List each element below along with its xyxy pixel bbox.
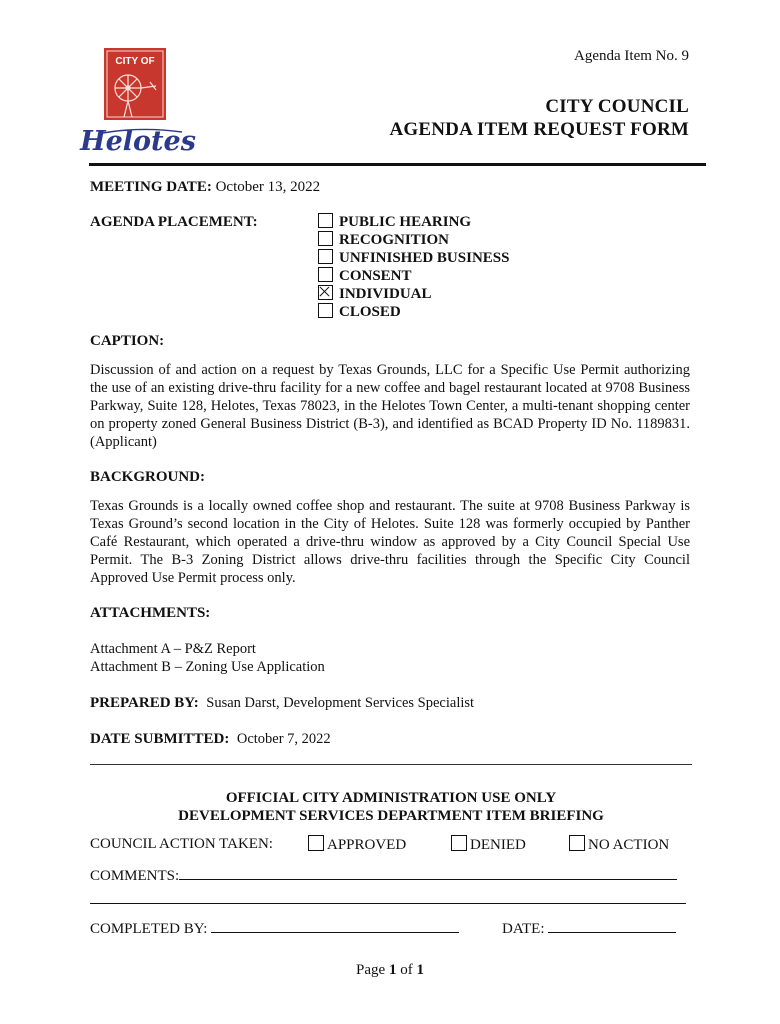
date-submitted-value: October 7, 2022 <box>236 731 331 747</box>
checkbox-individual-checked[interactable] <box>318 285 333 300</box>
prepared-by-value: Susan Darst, Development Services Specialist <box>206 695 475 711</box>
page-number: 1 <box>388 962 397 978</box>
placement-option-label: CONSENT <box>339 268 412 284</box>
admin-heading-2: DEVELOPMENT SERVICES DEPARTMENT ITEM BRIEFING <box>178 808 604 824</box>
checkbox-denied[interactable] <box>451 835 467 851</box>
checkbox-public-hearing[interactable] <box>318 213 333 228</box>
comments-label: COMMENTS: <box>90 868 180 884</box>
checkbox-closed[interactable] <box>318 303 333 318</box>
placement-option-individual[interactable] <box>318 285 432 303</box>
council-action-label: COUNCIL ACTION TAKEN: <box>90 836 273 852</box>
date-field[interactable] <box>548 932 676 933</box>
placement-option-label: PUBLIC HEARING <box>339 214 472 230</box>
city-of-helotes-logo <box>80 46 196 158</box>
placement-option-unfinished-business[interactable] <box>318 249 509 267</box>
checkbox-no-action[interactable] <box>569 835 585 851</box>
comments-row <box>90 867 677 885</box>
completed-by-field[interactable] <box>211 932 459 933</box>
form-title-line-1: CITY COUNCIL <box>545 96 689 117</box>
council-action-option-label: DENIED <box>470 837 526 853</box>
caption-text: Discussion of and action on a request by Texas Grounds, LLC for a Specific Use Permit authorizing the use of an existing drive-thru facility for a new coffee and bagel restaurant located at 9708 Business Parkway, Suite 128, Helotes, Texas 78023, in the Helotes Town Center, a multi-tenant shopping center on property zoned General Business District (B-3), and identified as BCAD Property ID No. 1189831. (Applicant) <box>90 362 690 450</box>
placement-option-label: RECOGNITION <box>339 232 450 248</box>
council-action-denied[interactable] <box>451 835 526 854</box>
meeting-date-value: October 13, 2022 <box>215 179 321 195</box>
windmill-logo-icon <box>80 46 196 158</box>
council-action-approved[interactable] <box>308 835 406 854</box>
admin-heading-1: OFFICIAL CITY ADMINISTRATION USE ONLY <box>225 790 557 806</box>
council-action-option-label: APPROVED <box>327 837 407 853</box>
placement-option-consent[interactable] <box>318 267 412 285</box>
prepared-by-label: PREPARED BY: <box>90 695 199 711</box>
form-title-line-2: AGENDA ITEM REQUEST FORM <box>389 119 689 140</box>
comments-line-2[interactable] <box>90 903 686 904</box>
council-action-no-action[interactable] <box>569 835 669 854</box>
admin-section-divider <box>90 764 692 765</box>
meeting-date-row <box>90 178 320 196</box>
council-action-option-label: NO ACTION <box>588 837 670 853</box>
date-submitted-row <box>90 730 331 748</box>
completed-by-row <box>90 920 459 938</box>
placement-option-label: CLOSED <box>339 304 401 320</box>
page-footer <box>0 961 780 979</box>
page-of: of <box>400 962 413 978</box>
placement-option-recognition[interactable] <box>318 231 449 249</box>
page-total: 1 <box>416 962 424 978</box>
checkbox-recognition[interactable] <box>318 231 333 246</box>
logo-city-of-text: CITY OF <box>115 56 155 67</box>
placement-option-label: INDIVIDUAL <box>339 286 432 302</box>
logo-helotes-text: Helotes <box>80 126 196 157</box>
attachment-item: Attachment A – P&Z Report <box>90 641 256 657</box>
completed-by-label: COMPLETED BY: <box>90 921 208 937</box>
header-divider <box>89 163 706 166</box>
checkbox-unfinished-business[interactable] <box>318 249 333 264</box>
placement-option-public-hearing[interactable] <box>318 213 471 231</box>
checkbox-approved[interactable] <box>308 835 324 851</box>
attachments-heading: ATTACHMENTS: <box>90 605 211 621</box>
prepared-by-row <box>90 694 474 712</box>
placement-option-label: UNFINISHED BUSINESS <box>339 250 510 266</box>
background-heading: BACKGROUND: <box>90 469 205 485</box>
comments-field[interactable] <box>179 879 677 880</box>
background-text: Texas Grounds is a locally owned coffee shop and restaurant. The suite at 9708 Business Parkway is Texas Ground’s second location in the City of Helotes. Suite 128 was formerly occupied by Panther Café Restaurant, which operated a drive-thru window as approved by a City Council Special Use Permit. The B-3 Zoning District allows drive-thru facilities through the Specific City Council Approved Use Permit process only. <box>90 498 690 586</box>
date-row <box>502 920 676 938</box>
agenda-placement-label: AGENDA PLACEMENT: <box>90 214 258 230</box>
date-label: DATE: <box>502 921 545 937</box>
attachment-item: Attachment B – Zoning Use Application <box>90 659 325 675</box>
placement-option-closed[interactable] <box>318 303 401 321</box>
date-submitted-label: DATE SUBMITTED: <box>90 731 230 747</box>
meeting-date-label: MEETING DATE: <box>90 179 212 195</box>
agenda-item-number: Agenda Item No. 9 <box>574 48 689 64</box>
page-prefix: Page <box>356 962 386 978</box>
checkbox-consent[interactable] <box>318 267 333 282</box>
caption-heading: CAPTION: <box>90 333 165 349</box>
